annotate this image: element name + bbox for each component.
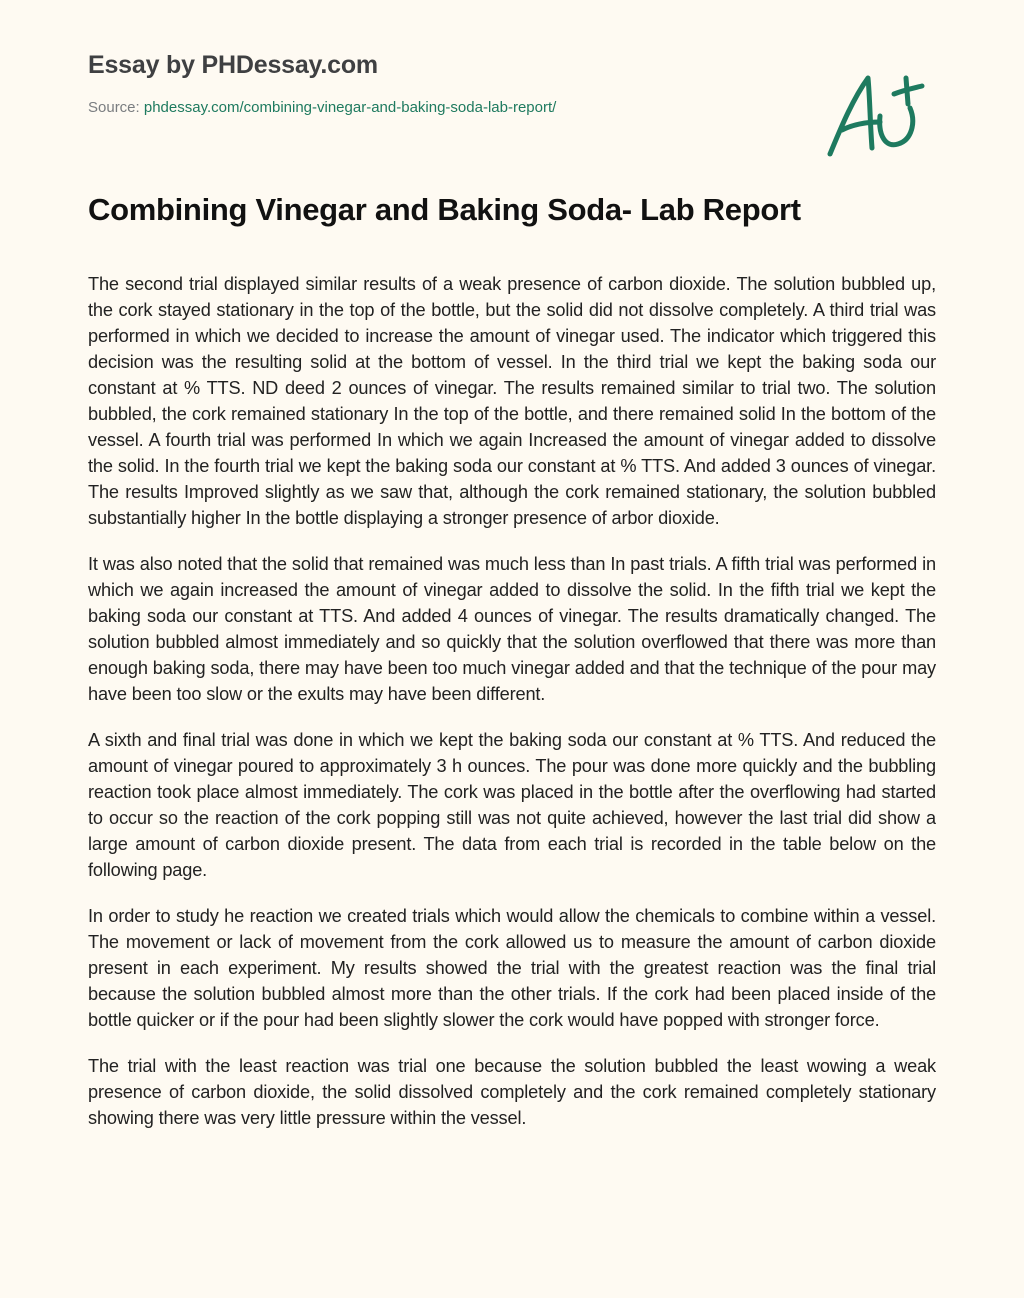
document-title: Combining Vinegar and Baking Soda- Lab Report — [88, 192, 801, 227]
essay-paragraph: The trial with the least reaction was trial one because the solution bubbled the least wowing a weak presence of carbon dioxide, the solid dissolved completely and the cork remained completely stationary showing there was very little pressure within the vessel. — [88, 1056, 936, 1128]
essay-body — [88, 271, 936, 1253]
essay-paragraph: The second trial displayed similar results of a weak presence of carbon dioxide. The solution bubbled up, the cork stayed stationary in the top of the bottle, but the solid did not dissolve completely. A third trial was performed in which we decided to increase the amount of vinegar used. The indicator which triggered this decision was the resulting solid at the bottom of vessel. In the third trial we kept the baking soda our constant at % TTS. ND deed 2 ounces of vinegar. The results remained similar to trial two. The solution bubbled, the cork remained stationary In the top of the bottle, and there remained solid In the bottom of the vessel. A fourth trial was performed In which we again Increased the amount of vinegar added to dissolve the solid. In the fourth trial we kept the baking soda our constant at % TTS. And added 3 ounces of vinegar. The results Improved slightly as we saw that, although the cork remained stationary, the solution bubbled substantially higher In the bottle displaying a stronger presence of arbor dioxide. — [88, 274, 936, 528]
source-link[interactable]: phdessay.com/combining-vinegar-and-baking-soda-lab-report/ — [143, 99, 557, 116]
essay-paragraph: It was also noted that the solid that remained was much less than In past trials. A fifth trial was performed in which we again increased the amount of vinegar added to dissolve the solid. In the fifth trial we kept the baking soda our constant at TTS. And added 4 ounces of vinegar. The results dramatically changed. The solution bubbled almost immediately and so quickly that the solution overflowed that there was more than enough baking soda, there may have been too much vinegar added and that the technique of the pour may have been too slow or the exults may have been different. — [88, 554, 936, 704]
site-title: Essay by PHDessay.com — [88, 51, 378, 79]
source-line — [88, 98, 788, 118]
source-label: Source: — [88, 99, 144, 116]
site-header — [88, 48, 788, 118]
essay-paragraph: A sixth and final trial was done in which we kept the baking soda our constant at % TTS. And reduced the amount of vinegar poured to approximately 3 h ounces. The pour was done more quickly and the bubbling reaction took place almost immediately. The cork was placed in the bottle after the overflowing had started to occur so the reaction of the cork popping still was not quite achieved, however the last trial did show a large amount of carbon dioxide present. The data from each trial is recorded in the table below on the following page. — [88, 730, 936, 880]
page-bottom-margin — [0, 1253, 1024, 1298]
a-plus-grade-icon — [818, 60, 938, 170]
essay-paragraph: In order to study he reaction we created trials which would allow the chemicals to combine within a vessel. The movement or lack of movement from the cork allowed us to measure the amount of carbon dioxide present in each experiment. My results showed the trial with the greatest reaction was the final trial because the solution bubbled almost more than the other trials. If the cork had been placed inside of the bottle quicker or if the pour had been slightly slower the cork would have popped with stronger force. — [88, 906, 936, 1030]
